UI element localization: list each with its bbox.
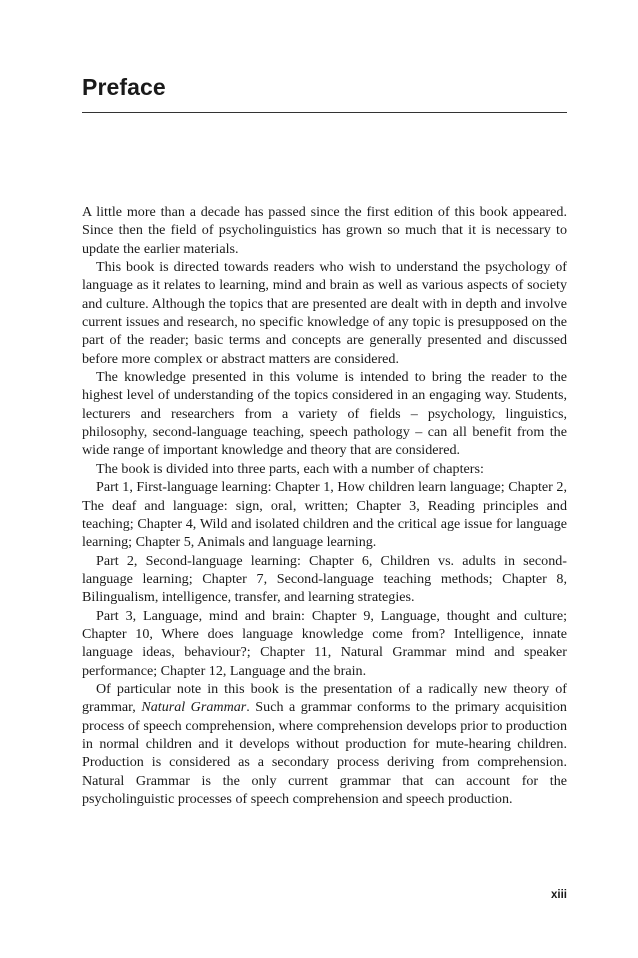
paragraph-intro: A little more than a decade has passed since the first edition of this book appeared. Since then the field of psycholinguistics has grown so much that it is necessary to update the earlier materials.	[82, 204, 567, 257]
page-title: Preface	[82, 74, 166, 100]
text-segment: . Such a grammar conforms to the primary acquisition process of speech comprehension, where comprehension develops prior to production in normal children and it develops without production for mute-hearing children. Production is considered as a secondary process deriving from comprehension. Natural Grammar is the only current grammar that can account for the psycholinguistic processes of speech comprehension and speech production.	[82, 699, 567, 807]
paragraph-part-3: Part 3, Language, mind and brain: Chapter 9, Language, thought and culture; Chapter 10, Where does language knowledge come from? Intelligence, innate language ideas, behaviour?; Chapter 11, Natural Grammar mind and speaker performance; Chapter 12, Language and the brain.	[82, 607, 567, 679]
body-text	[82, 203, 567, 808]
page-number: xiii	[551, 889, 567, 901]
paragraph-knowledge: The knowledge presented in this volume is intended to bring the reader to the highest level of understanding of the topics considered in an engaging way. Students, lecturers and researchers from a variety of fields – psychology, linguistics, philosophy, second-language teaching, speech pathology – can all benefit from the wide range of important knowledge and theory that are considered.	[82, 369, 567, 459]
paragraph-part-1: Part 1, First-language learning: Chapter 1, How children learn language; Chapter 2, The deaf and language: sign, oral, written; Chapter 3, Reading principles and teaching; Chapter 4, Wild and isolated children and the critical age issue for language learning; Chapter 5, Animals and language learning.	[82, 479, 567, 551]
paragraph-audience: This book is directed towards readers who wish to understand the psychology of language as it relates to learning, mind and brain as well as various aspects of society and culture. Although the topics that are presented are dealt with in depth and involve current issues and research, no specific knowledge of any topic is presupposed on the part of the reader; basic terms and concepts are generally presented and discussed before more complex or abstract matters are considered.	[82, 259, 567, 367]
title-rule	[82, 112, 567, 113]
paragraph-part-2: Part 2, Second-language learning: Chapter 6, Children vs. adults in second-language learning; Chapter 7, Second-language teaching methods; Chapter 8, Bilingualism, intelligence, transfer, and learning strategies.	[82, 552, 567, 606]
text-segment: Of particular note in this book is the presentation of a radically new theory of grammar,	[82, 680, 567, 716]
emphasized-term: Natural Grammar	[141, 699, 247, 716]
paragraph-structure: The book is divided into three parts, each with a number of chapters:	[96, 460, 484, 477]
paragraph-natural-grammar	[82, 680, 567, 808]
